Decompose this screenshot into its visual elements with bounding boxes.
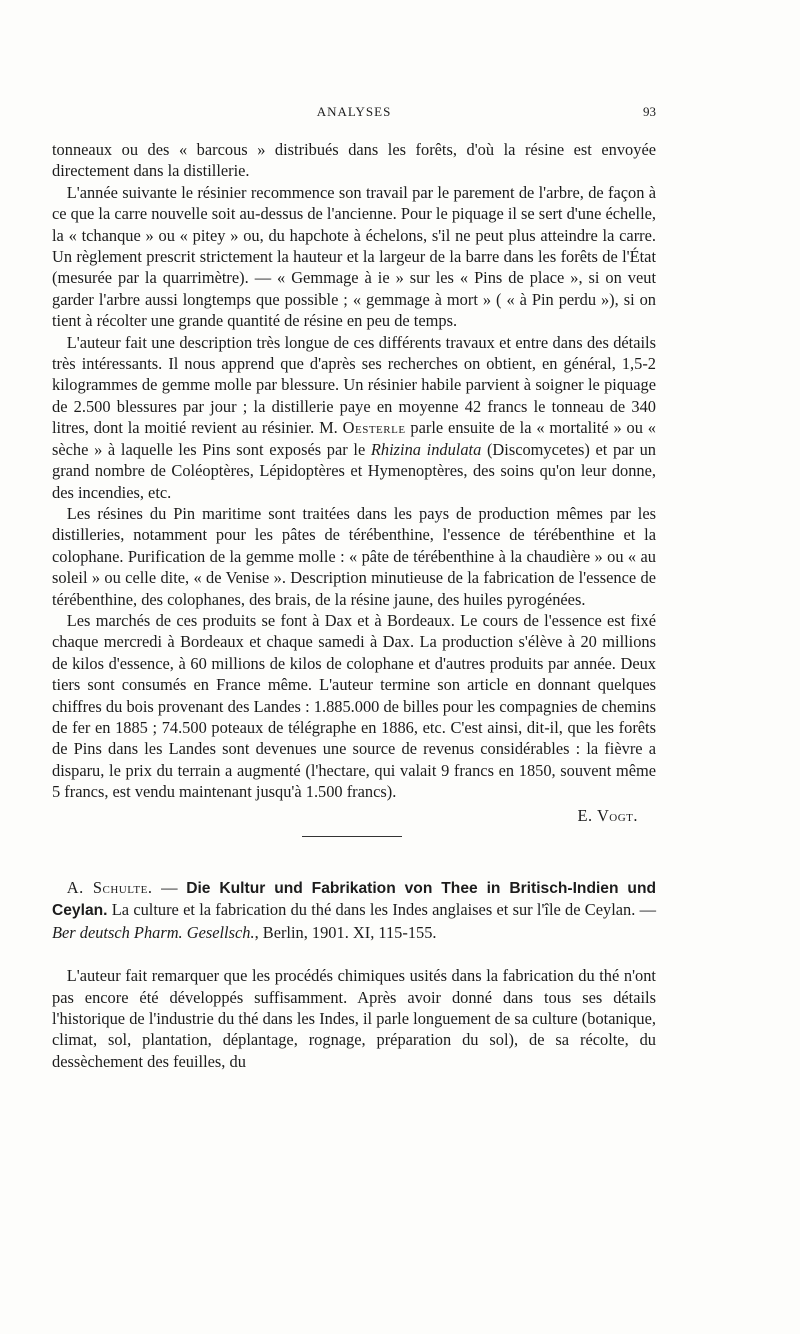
signature: E. Vogt. [577, 805, 638, 825]
page-number: 93 [643, 104, 656, 119]
review-body: L'auteur fait remarquer que les procédés chimiques usités dans la fabrication du thé n'ont pas encore été développés suffisamment. Après avoir donné dans tous ses détails l'historique de l'industrie du thé dans les Indes, il parle longuement de sa culture (botanique, climat, sol, plantation, déplantage, rognage, préparation du sol), de sa récolte, du dessèchement des feuilles, du [52, 966, 656, 1071]
paragraph-5: Les marchés de ces produits se font à Dax et à Bordeaux. Le cours de l'essence est fixé chaque mercredi à Bordeaux et chaque samedi à Dax. La production s'élève à 20 millions de kilos d'essence, à 60 millions de kilos de colophane et d'autres produits par année. Deux tiers sont consumés en France même. L'auteur termine son article en donnant quelques chiffres du bois provenant des Landes : 1.885.000 de billes pour les compagnies de chemins de fer en 1885 ; 74.500 poteaux de télégraphe en 1886, etc. C'est ainsi, dit-il, que les forêts de Pins dans les Landes sont devenues une source de revenus considérables : la fièvre a disparu, le prix du terrain a augmenté (l'hectare, qui valait 9 francs en 1850, souvent même 5 francs, est vendu maintenant jusqu'à 1.500 francs). [52, 610, 656, 802]
paragraph-1: tonneaux ou des « barcous » distribués dans les forêts, d'où la résine est envoyée directement dans la distillerie. [52, 140, 656, 181]
running-title: ANALYSES [316, 104, 392, 119]
review-author: A. Schulte. [66, 878, 153, 897]
review-title: Die Kultur und Fabrikation von Thee in Britisch-Indien und Ceylan. [52, 880, 656, 920]
reference-dash: — [152, 878, 187, 897]
paragraph-4: Les résines du Pin maritime sont traitées dans les pays de production mêmes par les distilleries, notamment pour les pâtes de térébenthine, l'essence de térébenthine et la colophane. Purification de la gemme molle : « pâte de térébenthine à la chaudière » ou « au soleil » ou celle dite, « de Venise ». Description minutieuse de la fabrication de l'essence de térébenthine, des colophanes, des brais, de la résine jaune, des huiles pyrogénées. [52, 503, 656, 609]
journal-name: Ber deutsch Pharm. Gesellsch. [52, 922, 255, 942]
french-title: La culture et la fabrication du thé dans les Indes anglaises et sur l'île de Ceylan. — [107, 900, 656, 920]
review-reference [52, 877, 656, 943]
page-body [52, 139, 656, 1072]
spacer [52, 943, 656, 965]
citation-details: , Berlin, 1901. XI, 115-155. [254, 922, 437, 942]
section-divider [302, 836, 402, 837]
paragraph-3 [52, 332, 656, 503]
paragraph-2: L'année suivante le résinier recommence son travail par le parement de l'arbre, de façon à ce que la carre nouvelle soit au-dessus de l'ancienne. Pour le piquage il se sert d'une échelle, la « tchanque » ou « pitey » ou, du hapchote à échelons, s'il ne peut plus atteindre la carre. Un règlement prescrit strictement la hauteur et la largeur de la barre dans les forêts de l'État (mesurée par la quarrimètre). — « Gemmage à ie » sur les « Pins de place », si on veut garder l'arbre aussi longtemps que possible ; « gemmage à mort » ( « à Pin perdu »), si on tient à récolter une grande quantité de résine en peu de temps. [52, 182, 656, 331]
author-name-oesterle: Oesterle [342, 418, 406, 438]
species-name: Rhizina indulata [370, 439, 482, 459]
paragraph-3-part-3: (Discomycetes) et par un grand nombre de Coléoptères, Lépidoptères et Hymenoptères, des soins qu'on leur donne, des incendies, etc. [52, 439, 656, 502]
paragraph-3-part-1: L'auteur fait une description très longue de ces différents travaux et entre dans des détails très intéressants. Il nous apprend que d'après ses recherches on obtient, en général, 1,5-2 kilogrammes de gemme molle par blessure. Un résinier habile parvient à soigner le piquage de 2.500 blessures par jour ; la distillerie paye en moyenne 42 francs le tonneau de 340 litres, dont la moitié revient au résinier. M. [52, 332, 656, 438]
paragraph-3-part-2: parle ensuite de la « mortalité » ou « sèche » à laquelle les Pins sont exposés par le [52, 418, 656, 459]
